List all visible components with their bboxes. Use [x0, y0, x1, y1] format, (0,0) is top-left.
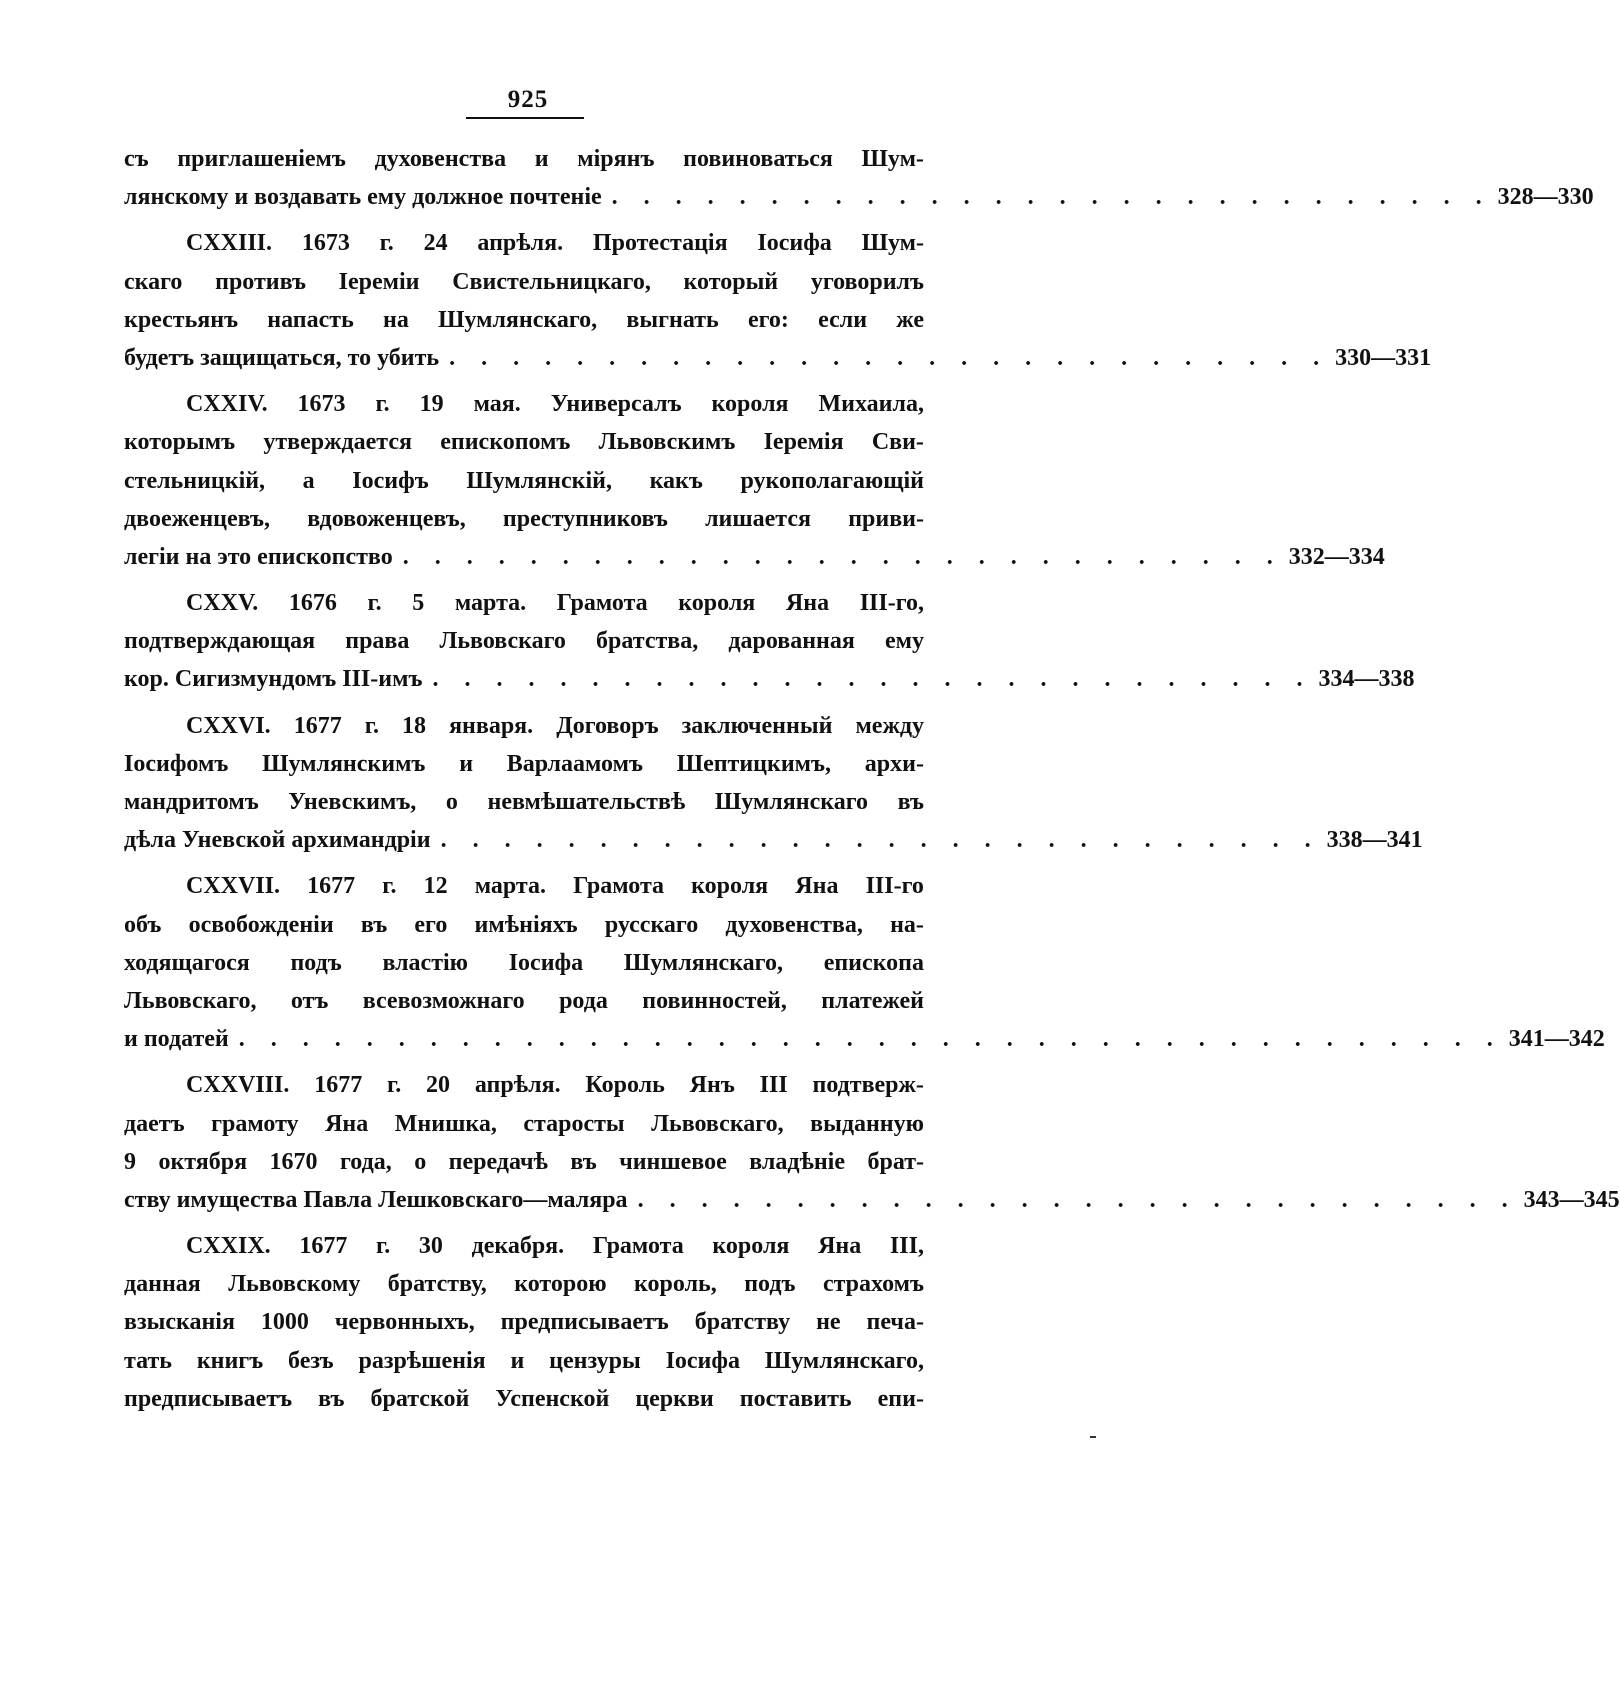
page-number-rule	[466, 117, 584, 119]
entry-last-line	[124, 660, 1415, 698]
dot-leader: . . . . . . . . . . . . . . . . . . . . . . . . . . . .	[637, 1186, 1518, 1213]
entry-text: и податей	[124, 1026, 229, 1053]
entry-heading-line: CXXVI. 1677 г. 18 января. Договоръ заключенный между	[186, 712, 924, 739]
page-range: 338—341	[1326, 827, 1423, 854]
entry-last-line	[124, 339, 1432, 377]
page-range: 332—334	[1288, 543, 1385, 570]
entry-line: объ освобожденіи въ его имѣніяхъ русскаго духовенства, на-	[124, 911, 924, 938]
entry-heading-line: CXXVIII. 1677 г. 20 апрѣля. Король Янъ III подтверж-	[186, 1072, 924, 1099]
page-range: 334—338	[1318, 666, 1415, 693]
entry-cxxvii	[124, 867, 1605, 1058]
entry-heading-line: CXXVII. 1677 г. 12 марта. Грамота короля Яна III-го	[186, 873, 924, 900]
entry-line: которымъ утверждается епископомъ Львовскимъ Іеремія Сви-	[124, 429, 924, 456]
margin-mark	[1090, 1436, 1096, 1438]
dot-leader: . . . . . . . . . . . . . . . . . . . . . . . . . . . . . . . . . . . . . . . .	[238, 1026, 1503, 1053]
entry-line: скаго противъ Іереміи Свистельницкаго, который уговорилъ	[124, 268, 924, 295]
entry-heading-line: CXXIII. 1673 г. 24 апрѣля. Протестація Іосифа Шум-	[186, 230, 924, 257]
entry-heading-line: CXXV. 1676 г. 5 марта. Грамота короля Яна III-го,	[186, 590, 924, 617]
page-range: 343—345	[1523, 1186, 1620, 1213]
page-range: 330—331	[1335, 344, 1432, 371]
entry-line: ходящагося подъ властію Іосифа Шумлянскаго, епископа	[124, 949, 924, 976]
entry-text: лянскому и воздавать ему должное почтеніе	[124, 184, 602, 211]
entry-line: мандритомъ Уневскимъ, о невмѣшательствѣ Шумлянскаго въ	[124, 789, 924, 815]
entry-cxxviii	[124, 1066, 1620, 1219]
dot-leader: . . . . . . . . . . . . . . . . . . . . . . . . . . . .	[432, 666, 1313, 693]
entry-line: Львовскаго, отъ всевозможнаго рода повинностей, платежей	[124, 987, 924, 1014]
dot-leader: . . . . . . . . . . . . . . . . . . . . . . . . . . . .	[611, 184, 1492, 211]
entry-line: тать книгъ безъ разрѣшенія и цензуры Іосифа Шумлянскаго,	[124, 1347, 924, 1374]
entry-line: стельницкій, а Іосифъ Шумлянскій, какъ рукополагающій	[124, 467, 924, 494]
dot-leader: . . . . . . . . . . . . . . . . . . . . . . . . . . . .	[449, 344, 1330, 371]
entry-heading-line: CXXIX. 1677 г. 30 декабря. Грамота короля Яна III,	[186, 1233, 924, 1260]
entry-text: кор. Сигизмундомъ III-имъ	[124, 666, 423, 693]
entry-last-line	[124, 538, 1385, 576]
entry-line: подтверждающая права Львовскаго братства, дарованная ему	[124, 628, 924, 655]
entry-cxxiii	[124, 224, 1432, 377]
entry-line: данная Львовскому братству, которою король, подъ страхомъ	[124, 1271, 924, 1298]
entry-line: крестьянъ напасть на Шумлянскаго, выгнать его: если же	[124, 306, 924, 333]
page-number: 925	[507, 86, 549, 113]
entry-cxxv	[124, 584, 1415, 699]
entry-text: дѣла Уневской архимандріи	[124, 827, 431, 854]
table-of-contents-text	[124, 140, 1620, 1426]
entry-text: ству имущества Павла Лешковскаго—маляра	[124, 1186, 628, 1213]
dot-leader: . . . . . . . . . . . . . . . . . . . . . . . . . . . .	[402, 543, 1283, 570]
entry-line: съ приглашеніемъ духовенства и мірянъ повиноваться Шум-	[124, 146, 924, 172]
entry-last-line	[124, 1020, 1605, 1058]
entry-heading-line: CXXIV. 1673 г. 19 мая. Универсалъ короля Михаила,	[186, 391, 924, 418]
entry-line: двоеженцевъ, вдовоженцевъ, преступниковъ лишается приви-	[124, 505, 924, 532]
entry-cxxvi	[124, 707, 1423, 860]
entry-text: будетъ защищаться, то убить	[124, 344, 440, 371]
entry-line: Іосифомъ Шумлянскимъ и Варлаамомъ Шептицкимъ, архи-	[124, 750, 924, 777]
entry-text: легіи на это епископство	[124, 543, 393, 570]
entry-line: взысканія 1000 червонныхъ, предписываетъ братству не печа-	[124, 1309, 924, 1336]
entry-line: предписываетъ въ братской Успенской церкви поставить епи-	[124, 1385, 924, 1412]
entry-continuation	[124, 140, 1594, 216]
page-range: 341—342	[1508, 1026, 1605, 1053]
entry-line: 9 октября 1670 года, о передачѣ въ чиншевое владѣніе брат-	[124, 1148, 924, 1175]
entry-cxxiv	[124, 385, 1385, 576]
dot-leader: . . . . . . . . . . . . . . . . . . . . . . . . . . . .	[440, 827, 1321, 854]
entry-cxxix	[124, 1227, 924, 1418]
entry-last-line	[124, 1181, 1620, 1219]
entry-last-line	[124, 178, 1594, 216]
page-range: 328—330	[1497, 184, 1594, 211]
entry-last-line	[124, 821, 1423, 859]
entry-line: даетъ грамоту Яна Мнишка, старосты Львовскаго, выданную	[124, 1110, 924, 1137]
